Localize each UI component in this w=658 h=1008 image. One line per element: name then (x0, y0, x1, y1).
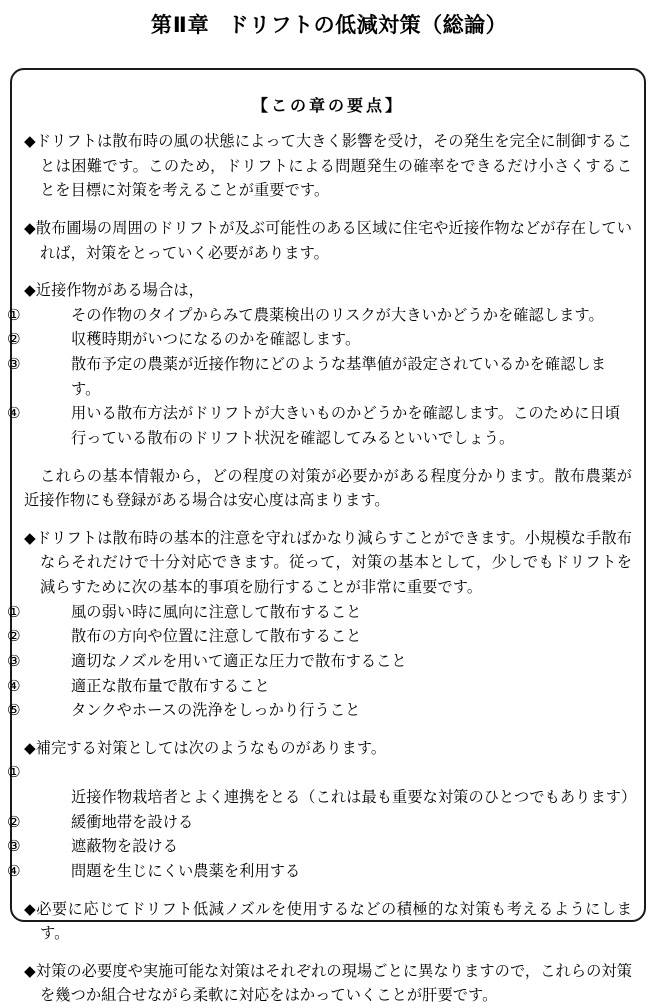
paragraph-text (24, 897, 632, 946)
paragraph-text (24, 216, 632, 265)
chapter-number: 第Ⅱ章 (150, 13, 210, 37)
bullet-paragraph (24, 526, 632, 600)
list-marker: ② (7, 330, 21, 349)
diamond-bullet-icon: ◆ (24, 899, 37, 918)
diamond-bullet-icon: ◆ (24, 738, 36, 757)
list-marker: ⑤ (7, 701, 21, 720)
bullet-paragraph (24, 216, 632, 265)
list-item-text: 緩衝地帯を設ける (71, 812, 194, 831)
paragraph-body: ドリフトは散布時の基本的注意を守ればかなり減らすことができます。小規模な手散布ならそれだけで十分対応できます。従って，対策の基本として，少しでもドリフトを減らすために次の基本的事項を励行することが非常に重要です。 (35, 528, 632, 596)
list-container (7, 760, 637, 883)
list-item (7, 760, 637, 809)
paragraph-body: 補完する対策としては次のようなものがあります。 (35, 738, 387, 757)
paragraph-body: 近接作物がある場合は， (35, 281, 204, 300)
diamond-bullet-icon: ◆ (24, 528, 36, 547)
numbered-list (7, 303, 632, 451)
diamond-bullet-icon: ◆ (24, 281, 36, 300)
paragraph-body: ドリフトは散布時の風の状態によって大きく影響を受け，その発生を完全に制御することは困難です。このため，ドリフトによる問題発生の確率をできるだけ小さくすることを目標に対策を考えることが重要です。 (35, 132, 632, 200)
summary-box (7, 68, 646, 1005)
list-item (7, 649, 632, 674)
bullet-paragraph (24, 278, 632, 303)
list-marker: ③ (7, 355, 21, 373)
diamond-bullet-icon: ◆ (24, 961, 36, 980)
list-marker: ③ (7, 651, 21, 670)
bullet-paragraph (24, 129, 632, 203)
list-item-text: 近接作物栽培者とよく連携をとる（これは最も重要な対策のひとつでもあります） (71, 788, 637, 806)
diamond-bullet-icon: ◆ (24, 218, 36, 237)
paragraph-text (24, 278, 632, 303)
list-item-text: 風の弱い時に風向に注意して散布すること (71, 602, 362, 621)
list-item (7, 401, 632, 450)
list-item (7, 698, 632, 723)
paragraph-text (24, 129, 632, 203)
numbered-list (7, 760, 637, 883)
paragraph-body: 必要に応じてドリフト低減ノズルを使用するなどの積極的な対策も考えるようにします。 (36, 899, 633, 943)
list-marker: ③ (7, 837, 21, 856)
list-item (7, 810, 632, 835)
list-item (7, 674, 632, 699)
list-item (7, 624, 632, 649)
list-item-text: その作物のタイプからみて農薬検出のリスクが大きいかどうかを確認します。 (71, 305, 604, 324)
list-item-text: 用いる散布方法がドリフトが大きいものかどうかを確認します。このために日頃行っている散布のドリフト状況を確認してみるといいでしょう。 (71, 404, 621, 447)
bullet-paragraph (24, 897, 632, 946)
list-marker: ④ (7, 404, 21, 423)
numbered-list (7, 600, 632, 723)
diamond-bullet-icon: ◆ (24, 132, 36, 150)
list-marker: ② (7, 812, 21, 831)
bullet-paragraph (24, 736, 632, 761)
list-marker: ① (7, 602, 21, 621)
list-item-text: 散布の方向や位置に注意して散布すること (71, 627, 362, 646)
list-item (7, 327, 632, 352)
list-item (7, 600, 632, 625)
list-marker: ② (7, 627, 21, 646)
summary-box-heading: 【この章の要点】 (251, 96, 404, 115)
summary-content (7, 129, 637, 1008)
page-title (0, 0, 658, 38)
bullet-paragraph (24, 959, 632, 1008)
list-item-text: 問題を生じにくい農薬を利用する (71, 861, 301, 880)
list-item-text: 遮蔽物を設ける (71, 837, 179, 856)
list-item-text: 適切なノズルを用いて適正な圧力で散布すること (71, 651, 407, 670)
paragraph-body: 散布圃場の周囲のドリフトが及ぶ可能性のある区域に住宅や近接作物などが存在していれば，対策をとっていく必要があります。 (35, 218, 632, 262)
list-container (7, 303, 632, 451)
paragraph-text (24, 959, 632, 1008)
chapter-title-text: ドリフトの低減対策（総論） (227, 13, 508, 37)
list-marker: ④ (7, 861, 21, 880)
paragraph-text (24, 526, 632, 600)
list-item (7, 834, 632, 859)
list-item-text: 収穫時期がいつになるのかを確認します。 (71, 330, 361, 349)
paragraph-text: これらの基本情報から，どの程度の対策が必要かがある程度分かります。散布農薬が近接作物にも登録がある場合は安心度は高まります。 (24, 466, 632, 510)
list-marker: ④ (7, 676, 21, 695)
list-item-text: 散布予定の農薬が近接作物にどのような基準値が設定されているかを確認します。 (71, 355, 607, 398)
paragraph-text (24, 736, 632, 761)
indented-paragraph (24, 464, 632, 513)
list-marker: ① (7, 763, 21, 782)
paragraph-body: 対策の必要度や実施可能な対策はそれぞれの現場ごとに異なりますので，これらの対策を幾つか組合せながら柔軟に対応をはかっていくことが肝要です。 (35, 961, 632, 1005)
list-item (7, 303, 632, 328)
list-container (7, 600, 632, 723)
list-item (7, 352, 632, 401)
list-item (7, 859, 632, 884)
list-item-text: タンクやホースの洗浄をしっかり行うこと (71, 701, 361, 720)
list-item-text: 適正な散布量で散布すること (71, 676, 270, 695)
list-marker: ① (7, 305, 21, 324)
